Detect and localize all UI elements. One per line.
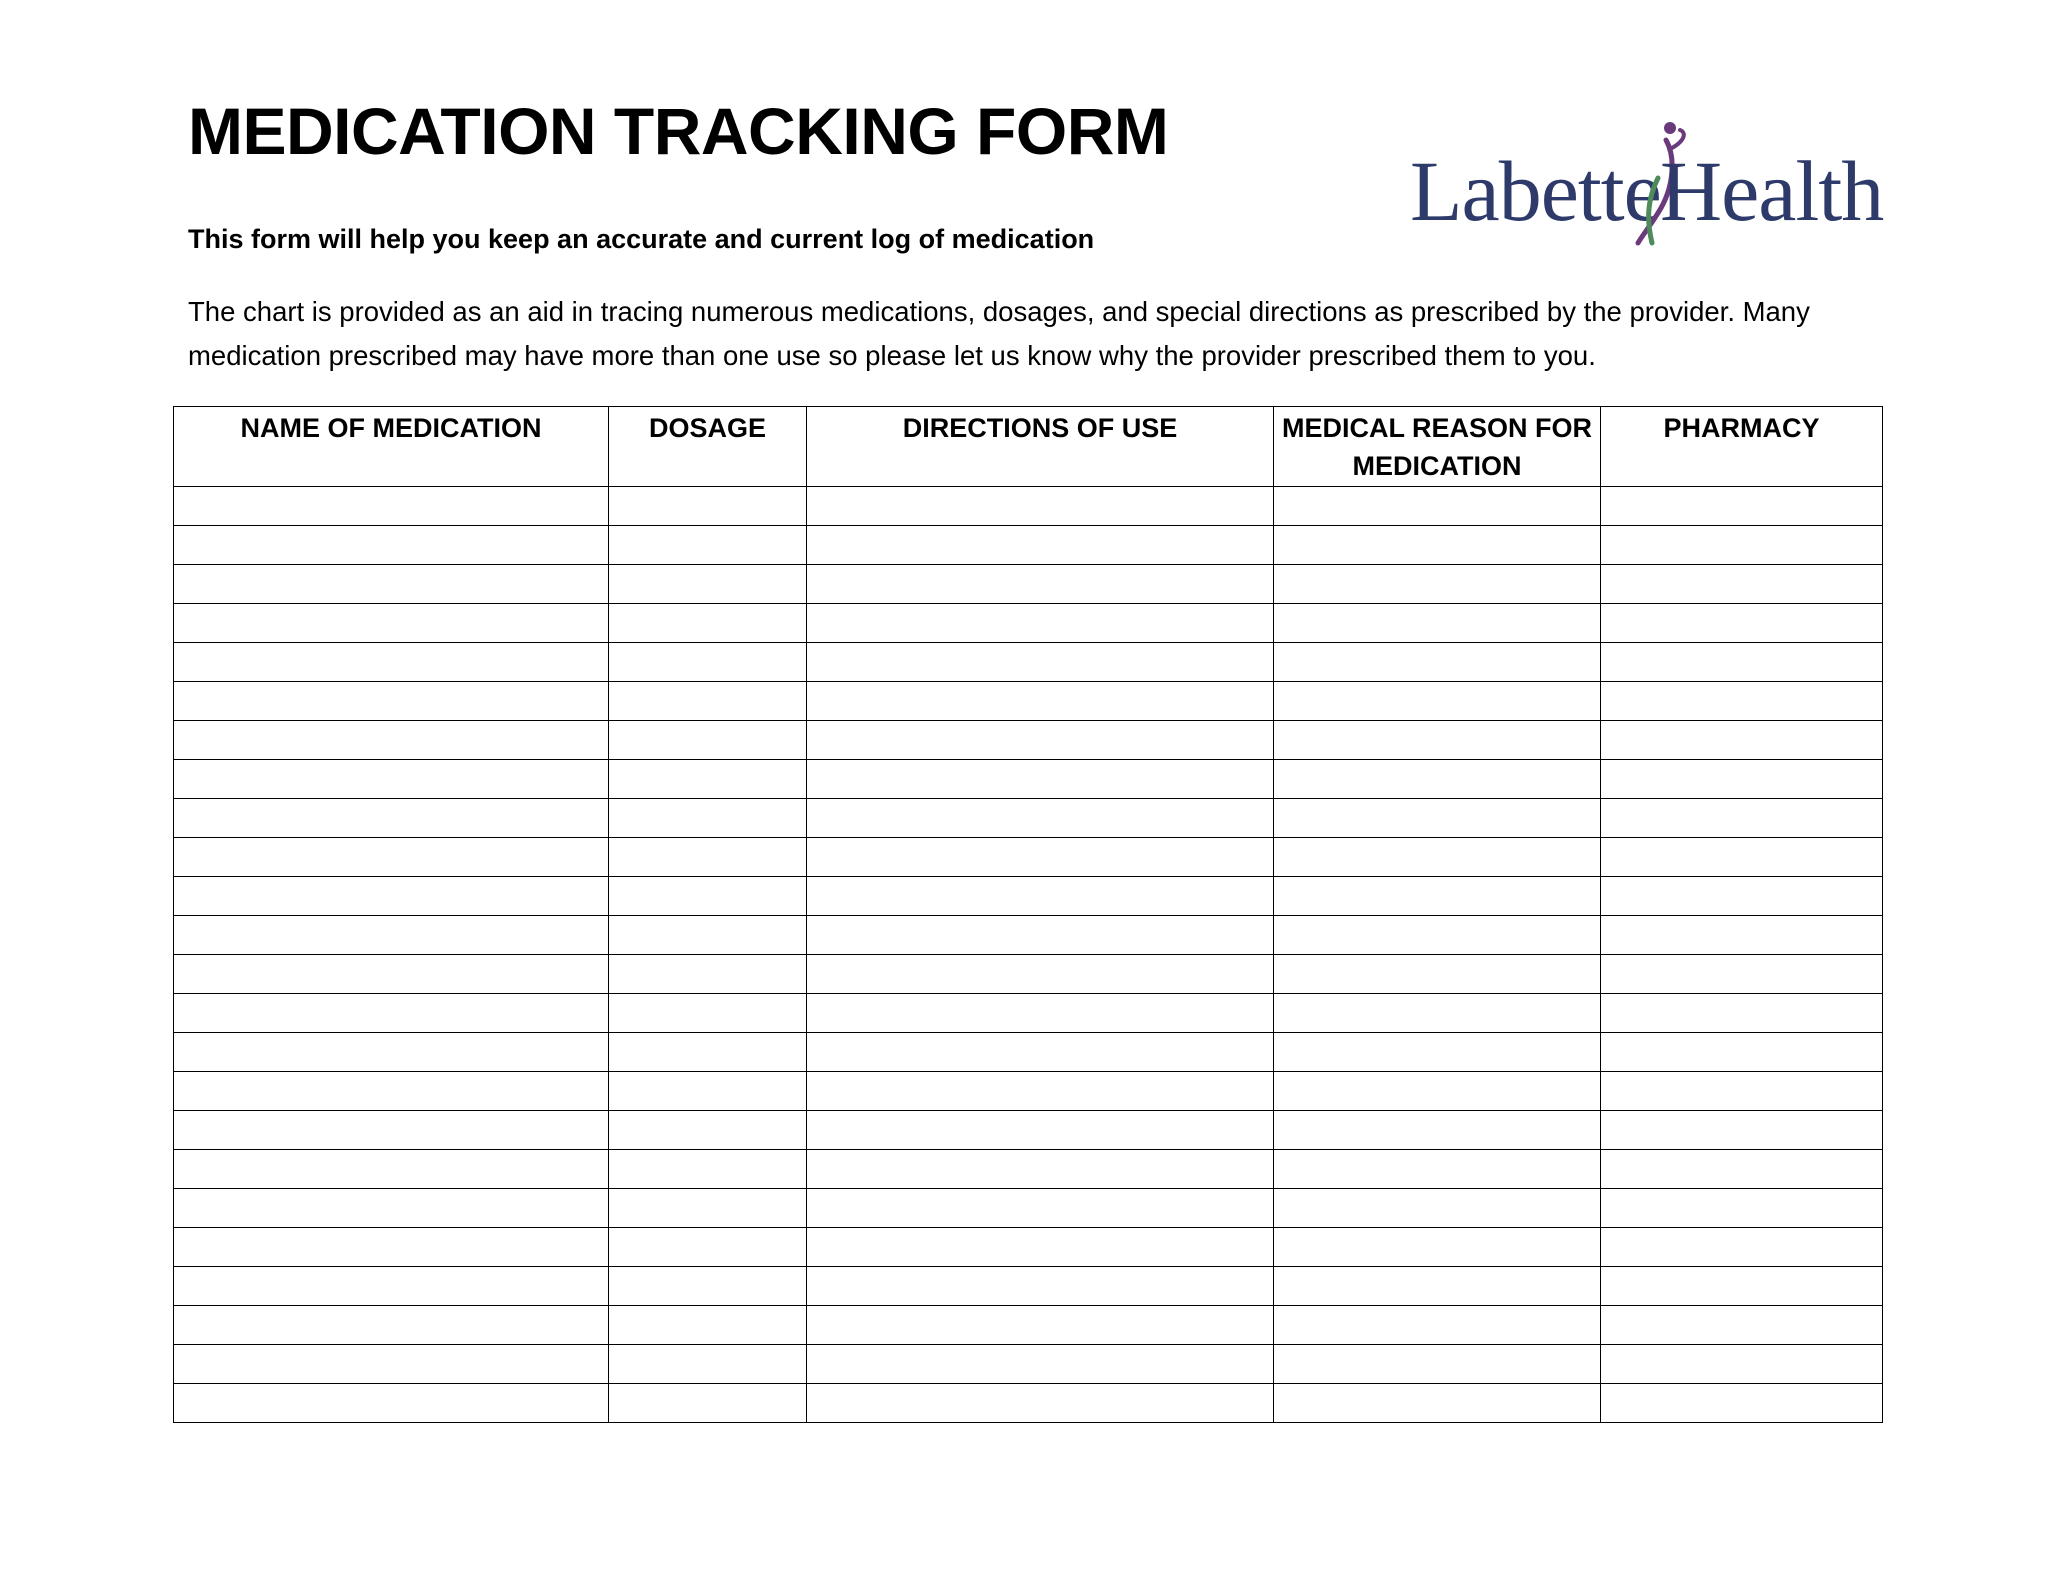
cell-pharmacy[interactable] <box>1601 487 1883 526</box>
cell-name[interactable] <box>174 487 609 526</box>
table-row <box>174 1072 1883 1111</box>
cell-name[interactable] <box>174 1228 609 1267</box>
table-row <box>174 799 1883 838</box>
cell-reason[interactable] <box>1274 1384 1601 1423</box>
table-row <box>174 487 1883 526</box>
cell-directions[interactable] <box>807 955 1274 994</box>
cell-pharmacy[interactable] <box>1601 760 1883 799</box>
cell-pharmacy[interactable] <box>1601 526 1883 565</box>
cell-reason[interactable] <box>1274 487 1601 526</box>
cell-name[interactable] <box>174 1306 609 1345</box>
cell-directions[interactable] <box>807 565 1274 604</box>
cell-dosage[interactable] <box>609 604 807 643</box>
cell-dosage[interactable] <box>609 526 807 565</box>
cell-reason[interactable] <box>1274 1072 1601 1111</box>
form-subtitle: This form will help you keep an accurate and current log of medication <box>188 224 1095 254</box>
cell-dosage[interactable] <box>609 877 807 916</box>
cell-reason[interactable] <box>1274 1111 1601 1150</box>
cell-name[interactable] <box>174 1267 609 1306</box>
cell-name[interactable] <box>174 877 609 916</box>
table-row <box>174 916 1883 955</box>
cell-directions[interactable] <box>807 682 1274 721</box>
column-header-name: NAME OF MEDICATION <box>174 407 609 487</box>
cell-name[interactable] <box>174 838 609 877</box>
cell-pharmacy[interactable] <box>1601 565 1883 604</box>
table-row <box>174 526 1883 565</box>
cell-reason[interactable] <box>1274 1345 1601 1384</box>
logo-text-left: Labette <box>1410 143 1661 239</box>
cell-pharmacy[interactable] <box>1601 1033 1883 1072</box>
table-row <box>174 994 1883 1033</box>
cell-dosage[interactable] <box>609 1033 807 1072</box>
cell-dosage[interactable] <box>609 799 807 838</box>
cell-name[interactable] <box>174 565 609 604</box>
cell-pharmacy[interactable] <box>1601 682 1883 721</box>
table-row <box>174 955 1883 994</box>
form-description: The chart is provided as an aid in tracing numerous medications, dosages, and special directions as prescribed by the provider. Many medication prescribed may have more than one use so please let us know why the provider prescribed them to you. <box>188 296 1810 371</box>
cell-dosage[interactable] <box>609 1267 807 1306</box>
table-row <box>174 1384 1883 1423</box>
cell-dosage[interactable] <box>609 721 807 760</box>
table-row <box>174 604 1883 643</box>
cell-pharmacy[interactable] <box>1601 838 1883 877</box>
table-header-row <box>174 407 1883 487</box>
cell-directions[interactable] <box>807 721 1274 760</box>
cell-name[interactable] <box>174 526 609 565</box>
cell-reason[interactable] <box>1274 1306 1601 1345</box>
column-header-pharmacy: PHARMACY <box>1601 407 1883 487</box>
cell-dosage[interactable] <box>609 565 807 604</box>
table-row <box>174 1267 1883 1306</box>
cell-dosage[interactable] <box>609 1228 807 1267</box>
table-row <box>174 838 1883 877</box>
cell-directions[interactable] <box>807 994 1274 1033</box>
cell-name[interactable] <box>174 604 609 643</box>
cell-dosage[interactable] <box>609 487 807 526</box>
cell-pharmacy[interactable] <box>1601 877 1883 916</box>
labette-health-logo <box>1410 118 1910 248</box>
cell-pharmacy[interactable] <box>1601 916 1883 955</box>
cell-name[interactable] <box>174 1345 609 1384</box>
cell-pharmacy[interactable] <box>1601 643 1883 682</box>
cell-pharmacy[interactable] <box>1601 1189 1883 1228</box>
cell-dosage[interactable] <box>609 1189 807 1228</box>
table-row <box>174 1033 1883 1072</box>
cell-dosage[interactable] <box>609 1072 807 1111</box>
cell-dosage[interactable] <box>609 1384 807 1423</box>
cell-directions[interactable] <box>807 1228 1274 1267</box>
cell-reason[interactable] <box>1274 799 1601 838</box>
cell-directions[interactable] <box>807 526 1274 565</box>
table-row <box>174 1150 1883 1189</box>
cell-pharmacy[interactable] <box>1601 1072 1883 1111</box>
cell-dosage[interactable] <box>609 643 807 682</box>
cell-reason[interactable] <box>1274 838 1601 877</box>
cell-dosage[interactable] <box>609 838 807 877</box>
cell-reason[interactable] <box>1274 877 1601 916</box>
cell-reason[interactable] <box>1274 994 1601 1033</box>
cell-pharmacy[interactable] <box>1601 955 1883 994</box>
cell-directions[interactable] <box>807 838 1274 877</box>
cell-directions[interactable] <box>807 604 1274 643</box>
table-row <box>174 1345 1883 1384</box>
cell-dosage[interactable] <box>609 682 807 721</box>
cell-name[interactable] <box>174 760 609 799</box>
cell-name[interactable] <box>174 916 609 955</box>
cell-directions[interactable] <box>807 916 1274 955</box>
cell-dosage[interactable] <box>609 1306 807 1345</box>
table-row <box>174 1228 1883 1267</box>
table-row <box>174 682 1883 721</box>
cell-directions[interactable] <box>807 1033 1274 1072</box>
cell-reason[interactable] <box>1274 1033 1601 1072</box>
table-row <box>174 1306 1883 1345</box>
cell-pharmacy[interactable] <box>1601 799 1883 838</box>
cell-directions[interactable] <box>807 1306 1274 1345</box>
cell-name[interactable] <box>174 955 609 994</box>
page-title: MEDICATION TRACKING FORM <box>188 94 1169 168</box>
cell-directions[interactable] <box>807 760 1274 799</box>
medication-table <box>173 406 1883 1423</box>
table-row <box>174 721 1883 760</box>
cell-pharmacy[interactable] <box>1601 604 1883 643</box>
cell-dosage[interactable] <box>609 916 807 955</box>
cell-dosage[interactable] <box>609 1150 807 1189</box>
cell-dosage[interactable] <box>609 955 807 994</box>
cell-name[interactable] <box>174 1072 609 1111</box>
cell-reason[interactable] <box>1274 916 1601 955</box>
cell-reason[interactable] <box>1274 1228 1601 1267</box>
cell-pharmacy[interactable] <box>1601 1150 1883 1189</box>
cell-name[interactable] <box>174 721 609 760</box>
cell-reason[interactable] <box>1274 721 1601 760</box>
cell-reason[interactable] <box>1274 1150 1601 1189</box>
cell-name[interactable] <box>174 799 609 838</box>
cell-directions[interactable] <box>807 1267 1274 1306</box>
cell-directions[interactable] <box>807 643 1274 682</box>
column-header-dosage: DOSAGE <box>609 407 807 487</box>
cell-name[interactable] <box>174 1033 609 1072</box>
cell-name[interactable] <box>174 1111 609 1150</box>
column-header-reason: MEDICAL REASON FOR MEDICATION <box>1274 407 1601 487</box>
cell-pharmacy[interactable] <box>1601 1306 1883 1345</box>
column-header-directions: DIRECTIONS OF USE <box>807 407 1274 487</box>
cell-pharmacy[interactable] <box>1601 1345 1883 1384</box>
table-row <box>174 877 1883 916</box>
table-row <box>174 565 1883 604</box>
cell-reason[interactable] <box>1274 955 1601 994</box>
cell-directions[interactable] <box>807 877 1274 916</box>
cell-dosage[interactable] <box>609 760 807 799</box>
cell-reason[interactable] <box>1274 565 1601 604</box>
cell-directions[interactable] <box>807 1189 1274 1228</box>
cell-name[interactable] <box>174 682 609 721</box>
cell-reason[interactable] <box>1274 1267 1601 1306</box>
cell-pharmacy[interactable] <box>1601 721 1883 760</box>
cell-reason[interactable] <box>1274 604 1601 643</box>
cell-directions[interactable] <box>807 1384 1274 1423</box>
cell-directions[interactable] <box>807 487 1274 526</box>
cell-directions[interactable] <box>807 1111 1274 1150</box>
table-body <box>174 487 1883 1423</box>
logo-text-right: Health <box>1660 143 1884 239</box>
cell-name[interactable] <box>174 994 609 1033</box>
cell-pharmacy[interactable] <box>1601 1267 1883 1306</box>
cell-pharmacy[interactable] <box>1601 1228 1883 1267</box>
cell-name[interactable] <box>174 1384 609 1423</box>
cell-pharmacy[interactable] <box>1601 1111 1883 1150</box>
cell-directions[interactable] <box>807 1072 1274 1111</box>
cell-reason[interactable] <box>1274 760 1601 799</box>
cell-pharmacy[interactable] <box>1601 1384 1883 1423</box>
cell-directions[interactable] <box>807 1345 1274 1384</box>
cell-reason[interactable] <box>1274 1189 1601 1228</box>
cell-name[interactable] <box>174 643 609 682</box>
table-row <box>174 760 1883 799</box>
table-row <box>174 643 1883 682</box>
cell-dosage[interactable] <box>609 1345 807 1384</box>
cell-directions[interactable] <box>807 1150 1274 1189</box>
table-row <box>174 1111 1883 1150</box>
cell-directions[interactable] <box>807 799 1274 838</box>
cell-dosage[interactable] <box>609 1111 807 1150</box>
cell-dosage[interactable] <box>609 994 807 1033</box>
cell-pharmacy[interactable] <box>1601 994 1883 1033</box>
cell-reason[interactable] <box>1274 643 1601 682</box>
table-row <box>174 1189 1883 1228</box>
cell-name[interactable] <box>174 1189 609 1228</box>
cell-reason[interactable] <box>1274 526 1601 565</box>
cell-reason[interactable] <box>1274 682 1601 721</box>
cell-name[interactable] <box>174 1150 609 1189</box>
